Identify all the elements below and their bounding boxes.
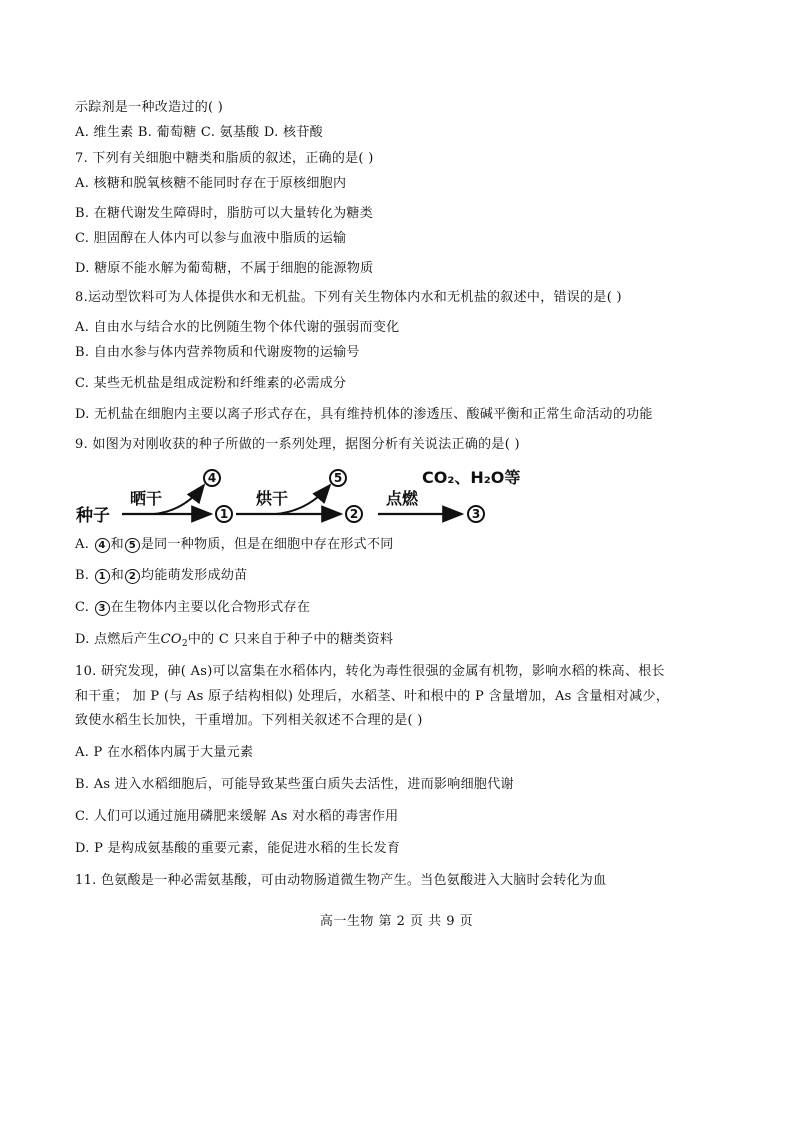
question-10-stem-2: 和干重； 加 P (与 As 原子结构相似) 处理后，水稻茎、叶和根中的 P 含量增加，As 含量相对减少， (75, 689, 670, 704)
flow-label-3: 3 (471, 507, 481, 521)
question-9-option-a: A. 4 和 5 是同一种物质，但是在细胞中存在形式不同 (75, 537, 394, 552)
question-10-stem-3: 致使水稻生长加快，干重增加。下列相关叙述不合理的是( ) (75, 713, 423, 728)
flow-label-4: 4 (207, 471, 217, 485)
question-10-option-c: C. 人们可以通过施用磷肥来缓解 As 对水稻的毒害作用 (75, 809, 399, 824)
question-8-option-b: B. 自由水参与体内营养物质和代谢废物的运输号 (75, 345, 360, 360)
flow-step-oven-dry: 烘干 (256, 489, 289, 508)
flow-label-2: 2 (349, 507, 359, 521)
question-10-option-a: A. P 在水稻体内属于大量元素 (75, 745, 254, 760)
flow-seed: 种子 (76, 506, 110, 526)
flow-step-sun-dry: 晒干 (130, 489, 163, 508)
question-6-options: A. 维生素 B. 葡萄糖 C. 氨基酸 D. 核苷酸 (75, 125, 323, 140)
question-9-option-b: B. 1 和 2 均能萌发形成幼苗 (75, 568, 248, 583)
question-10-option-b: B. As 进入水稻细胞后，可能导致某些蛋白质失去活性，进而影响细胞代谢 (75, 777, 514, 792)
question-9-option-c: C. 3 在生物体内主要以化合物形式存在 (75, 600, 311, 615)
flow-label-5: 5 (333, 471, 343, 485)
question-7-option-b: B. 在糖代谢发生障碍时，脂肪可以大量转化为糖类 (75, 206, 374, 221)
page-footer: 高一生物 第 2 页 共 9 页 (319, 914, 474, 929)
question-8-stem: 8.运动型饮料可为人体提供水和无机盐。下列有关生物体内水和无机盐的叙述中，错误的是( ) (75, 290, 622, 305)
question-7-option-d: D. 糖原不能水解为葡萄糖，不属于细胞的能源物质 (75, 261, 374, 276)
question-10-stem-1: 10. 研究发现，砷( As)可以富集在水稻体内，转化为毒性很强的金属有机物，影响水稻的株高、根长 (75, 664, 665, 679)
flow-label-1: 1 (219, 507, 229, 521)
question-11-stem: 11. 色氨酸是一种必需氨基酸，可由动物肠道微生物产生。当色氨酸进入大脑时会转化为血 (75, 873, 607, 888)
question-6-stem-end: 示踪剂是一种改造过的( ) (75, 100, 224, 115)
question-9-stem: 9. 如图为对刚收获的种子所做的一系列处理，据图分析有关说法正确的是( ) (75, 437, 520, 452)
flow-svg (76, 463, 536, 527)
seed-processing-diagram (76, 463, 536, 527)
question-8-option-c: C. 某些无机盐是组成淀粉和纤维素的必需成分 (75, 376, 347, 391)
question-8-option-a: A. 自由水与结合水的比例随生物个体代谢的强弱而变化 (75, 320, 400, 335)
flow-products: CO₂、H₂O等 (422, 468, 521, 487)
question-7-stem: 7. 下列有关细胞中糖类和脂质的叙述，正确的是( ) (75, 151, 374, 166)
flow-step-ignite: 点燃 (386, 489, 419, 508)
question-9-option-d: D. 点燃后产生$CO_2$中的 C 只来自于种子中的糖类资料 (75, 632, 394, 649)
question-7-option-c: C. 胆固醇在人体内可以参与血液中脂质的运输 (75, 231, 347, 246)
question-7-option-a: A. 核糖和脱氧核糖不能同时存在于原核细胞内 (75, 176, 347, 191)
question-10-option-d: D. P 是构成氨基酸的重要元素，能促进水稻的生长发育 (75, 841, 401, 856)
question-8-option-d: D. 无机盐在细胞内主要以离子形式存在，具有维持机体的渗透压、酸碱平衡和正常生命活动的功能 (75, 407, 653, 422)
